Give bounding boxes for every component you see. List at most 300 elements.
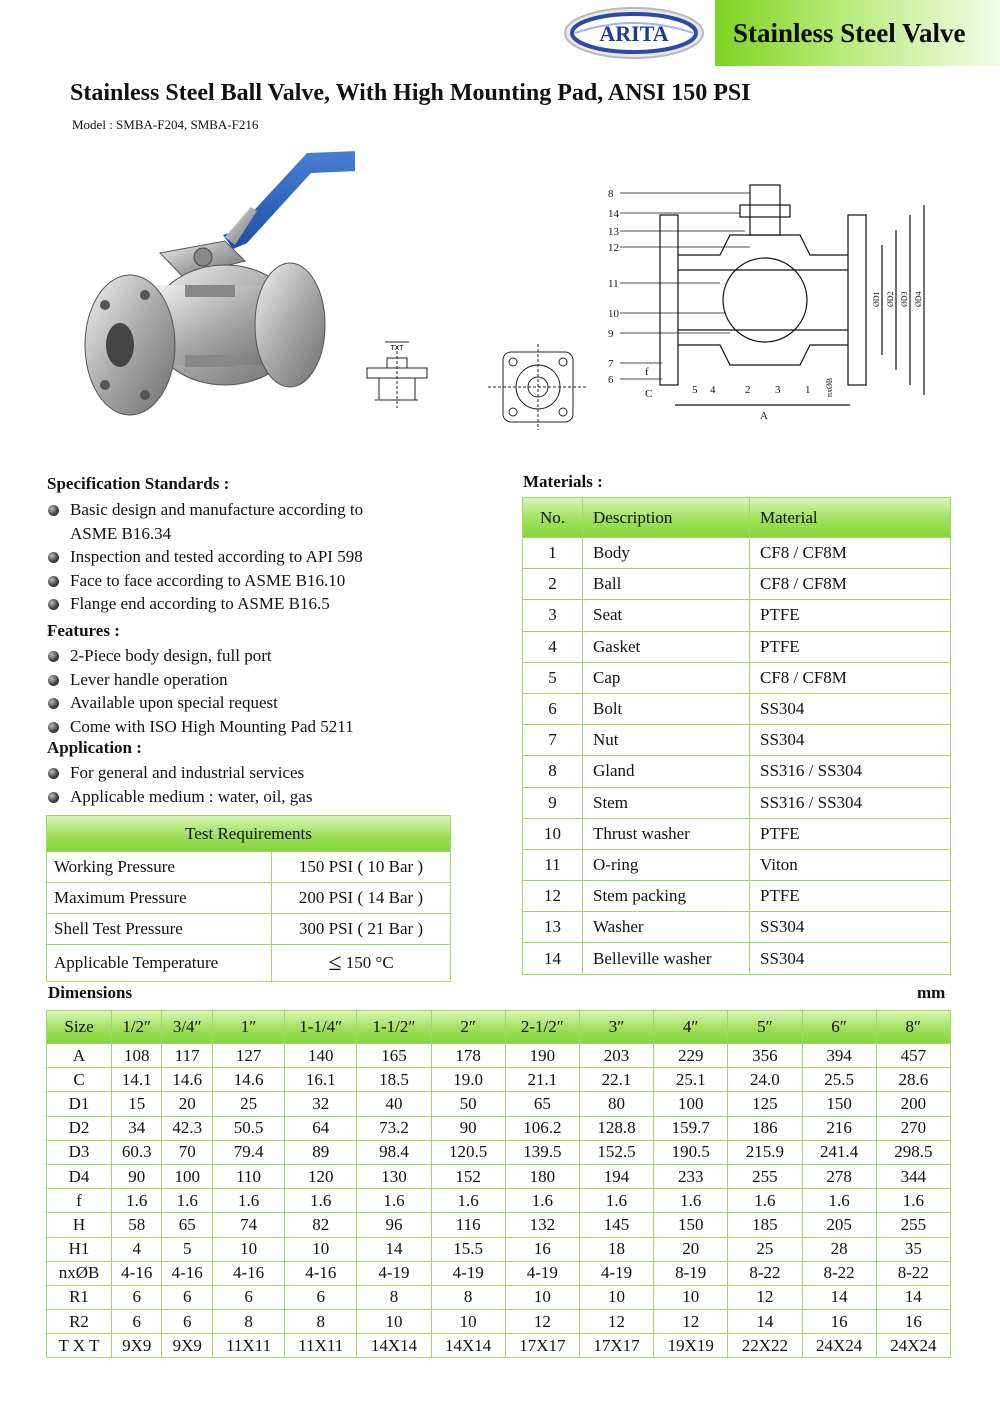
features-heading: Features : xyxy=(47,621,120,640)
table-cell: 4 xyxy=(523,631,583,662)
table-cell: 16.1 xyxy=(285,1068,357,1092)
table-row xyxy=(523,787,951,818)
table-cell: 22.1 xyxy=(579,1068,653,1092)
table-cell: 5 xyxy=(523,662,583,693)
list-item: Basic design and manufacture according to ASME B16.34 xyxy=(48,498,363,545)
table-row xyxy=(47,1189,951,1213)
table-cell: 150 xyxy=(654,1213,728,1237)
table-cell: 80 xyxy=(579,1092,653,1116)
table-cell: Gasket xyxy=(583,631,750,662)
table-cell: 17X17 xyxy=(579,1334,653,1358)
table-cell: PTFE xyxy=(750,631,951,662)
table-cell: 1.6 xyxy=(431,1189,505,1213)
part-label: 6 xyxy=(608,374,614,386)
table-cell: 42.3 xyxy=(162,1116,212,1140)
table-cell: nxØB xyxy=(47,1261,112,1285)
list-item: Come with ISO High Mounting Pad 5211 xyxy=(48,715,354,739)
table-cell: 4-19 xyxy=(357,1261,431,1285)
table-cell: 1.6 xyxy=(654,1189,728,1213)
table-cell: 10 xyxy=(654,1285,728,1309)
header-banner xyxy=(715,0,1000,66)
table-cell: 255 xyxy=(876,1213,950,1237)
table-cell: 6 xyxy=(112,1310,162,1334)
table-cell: 127 xyxy=(212,1044,284,1068)
table-cell: 8 xyxy=(357,1285,431,1309)
table-row xyxy=(523,600,951,631)
table-cell: 10 xyxy=(357,1310,431,1334)
table-cell: 7 xyxy=(523,725,583,756)
part-label: 1 xyxy=(805,384,811,396)
table-cell: 20 xyxy=(654,1237,728,1261)
table-cell: 10 xyxy=(523,818,583,849)
table-cell: 4-19 xyxy=(505,1261,579,1285)
table-row: Applicable Temperature ≤ 150 °C xyxy=(47,945,451,982)
table-cell: 32 xyxy=(285,1092,357,1116)
col-header: 6″ xyxy=(802,1011,876,1044)
table-cell: 200 xyxy=(876,1092,950,1116)
table-cell: D2 xyxy=(47,1116,112,1140)
table-cell: 270 xyxy=(876,1116,950,1140)
table-cell: 14.6 xyxy=(162,1068,212,1092)
table-cell: 14 xyxy=(728,1310,802,1334)
table-cell: 10 xyxy=(285,1237,357,1261)
table-cell: 1.6 xyxy=(505,1189,579,1213)
col-header: 8″ xyxy=(876,1011,950,1044)
table-cell: 13 xyxy=(523,912,583,943)
features-list xyxy=(48,644,354,738)
table-cell: 2 xyxy=(523,569,583,600)
table-cell: 1.6 xyxy=(212,1189,284,1213)
table-cell: 186 xyxy=(728,1116,802,1140)
table-row: Shell Test Pressure 300 PSI ( 21 Bar ) xyxy=(47,914,451,945)
col-header: 1″ xyxy=(212,1011,284,1044)
dim-d2-label: ØD2 xyxy=(886,291,895,307)
table-cell: 10 xyxy=(505,1285,579,1309)
table-cell: 205 xyxy=(802,1213,876,1237)
table-cell: 24.0 xyxy=(728,1068,802,1092)
table-cell: 73.2 xyxy=(357,1116,431,1140)
table-cell: R2 xyxy=(47,1310,112,1334)
bullet-icon xyxy=(48,505,59,516)
table-cell: 9 xyxy=(523,787,583,818)
table-cell: 18.5 xyxy=(357,1068,431,1092)
table-cell: 25 xyxy=(728,1237,802,1261)
table-cell: SS304 xyxy=(750,912,951,943)
table-cell: O-ring xyxy=(583,849,750,880)
table-cell: H1 xyxy=(47,1237,112,1261)
table-cell: 216 xyxy=(802,1116,876,1140)
bullet-icon xyxy=(48,599,59,610)
col-header: 1/2″ xyxy=(112,1011,162,1044)
col-header: 1-1/4″ xyxy=(285,1011,357,1044)
table-row xyxy=(47,1068,951,1092)
table-cell: 18 xyxy=(579,1237,653,1261)
table-cell: Viton xyxy=(750,849,951,880)
table-row xyxy=(47,1140,951,1164)
table-cell: 16 xyxy=(802,1310,876,1334)
table-cell: 10 xyxy=(212,1237,284,1261)
table-cell: 11X11 xyxy=(285,1334,357,1358)
table-cell: 139.5 xyxy=(505,1140,579,1164)
table-cell: 22X22 xyxy=(728,1334,802,1358)
part-label: 8 xyxy=(608,188,614,200)
table-cell: 1.6 xyxy=(728,1189,802,1213)
table-cell: 12 xyxy=(654,1310,728,1334)
col-header: 1-1/2″ xyxy=(357,1011,431,1044)
bullet-icon xyxy=(48,675,59,686)
header-banner-text: Stainless Steel Valve xyxy=(733,17,966,48)
table-cell: Cap xyxy=(583,662,750,693)
table-cell: 19.0 xyxy=(431,1068,505,1092)
table-cell: 14 xyxy=(876,1285,950,1309)
bullet-icon xyxy=(48,768,59,779)
unit-label: mm xyxy=(917,983,946,1002)
table-cell: 145 xyxy=(579,1213,653,1237)
table-cell: 90 xyxy=(431,1116,505,1140)
bullet-icon xyxy=(48,552,59,563)
logo-text: ARITA xyxy=(599,21,669,46)
table-cell: Stem packing xyxy=(583,881,750,912)
table-cell: 4-19 xyxy=(579,1261,653,1285)
table-cell: 34 xyxy=(112,1116,162,1140)
table-cell: 8 xyxy=(212,1310,284,1334)
table-cell: 1.6 xyxy=(285,1189,357,1213)
table-cell: Bolt xyxy=(583,693,750,724)
col-header: 2″ xyxy=(431,1011,505,1044)
table-cell: 4-16 xyxy=(212,1261,284,1285)
table-cell: 24X24 xyxy=(876,1334,950,1358)
table-row xyxy=(47,1261,951,1285)
part-label: 3 xyxy=(775,384,781,396)
table-cell: 4-16 xyxy=(112,1261,162,1285)
table-cell: 185 xyxy=(728,1213,802,1237)
table-cell: 25.1 xyxy=(654,1068,728,1092)
table-cell: Body xyxy=(583,538,750,569)
table-cell: 58 xyxy=(112,1213,162,1237)
application-heading: Application : xyxy=(47,738,142,757)
bullet-icon xyxy=(48,722,59,733)
table-cell: D1 xyxy=(47,1092,112,1116)
table-cell: Nut xyxy=(583,725,750,756)
table-cell: 89 xyxy=(285,1140,357,1164)
bullet-icon xyxy=(48,651,59,662)
table-cell: 120.5 xyxy=(431,1140,505,1164)
table-cell: 356 xyxy=(728,1044,802,1068)
table-cell: SS304 xyxy=(750,693,951,724)
table-cell: 100 xyxy=(654,1092,728,1116)
table-row xyxy=(523,725,951,756)
table-row xyxy=(523,631,951,662)
col-header: 2-1/2″ xyxy=(505,1011,579,1044)
part-label: 14 xyxy=(608,208,619,220)
part-label: 7 xyxy=(608,358,614,370)
table-cell: 12 xyxy=(728,1285,802,1309)
table-cell: PTFE xyxy=(750,881,951,912)
list-item: Lever handle operation xyxy=(48,668,354,692)
test-requirements-table xyxy=(46,815,451,982)
list-item: Available upon special request xyxy=(48,691,354,715)
table-cell: 74 xyxy=(212,1213,284,1237)
table-cell: Belleville washer xyxy=(583,943,750,974)
table-cell: 14.1 xyxy=(112,1068,162,1092)
table-cell: 165 xyxy=(357,1044,431,1068)
table-cell: 11X11 xyxy=(212,1334,284,1358)
table-cell: 1.6 xyxy=(802,1189,876,1213)
table-cell: 233 xyxy=(654,1164,728,1188)
table-cell: Thrust washer xyxy=(583,818,750,849)
table-row xyxy=(523,881,951,912)
table-cell: SS316 / SS304 xyxy=(750,787,951,818)
table-cell: 25.5 xyxy=(802,1068,876,1092)
table-cell: 8-19 xyxy=(654,1261,728,1285)
table-cell: PTFE xyxy=(750,600,951,631)
table-cell: Seat xyxy=(583,600,750,631)
arita-logo xyxy=(563,5,705,60)
dim-d4-label: ØD4 xyxy=(914,291,923,307)
col-header: 5″ xyxy=(728,1011,802,1044)
part-label: 5 xyxy=(692,384,698,396)
table-cell: 4-16 xyxy=(285,1261,357,1285)
table-cell: 64 xyxy=(285,1116,357,1140)
table-cell: 128.8 xyxy=(579,1116,653,1140)
table-cell: 241.4 xyxy=(802,1140,876,1164)
application-list xyxy=(48,761,312,808)
table-row xyxy=(47,1310,951,1334)
table-cell: 25 xyxy=(212,1092,284,1116)
part-label: 2 xyxy=(745,384,751,396)
col-header: 4″ xyxy=(654,1011,728,1044)
table-row xyxy=(523,693,951,724)
dimensions-heading: Dimensions xyxy=(48,983,133,1002)
table-row xyxy=(47,1213,951,1237)
table-cell: 110 xyxy=(212,1164,284,1188)
table-cell: 150 xyxy=(802,1092,876,1116)
dim-a-label: A xyxy=(760,410,768,422)
table-row xyxy=(47,1116,951,1140)
table-cell: 1.6 xyxy=(357,1189,431,1213)
table-row xyxy=(523,538,951,569)
table-cell: Gland xyxy=(583,756,750,787)
table-cell: 203 xyxy=(579,1044,653,1068)
list-item: Applicable medium : water, oil, gas xyxy=(48,785,312,809)
part-label: 9 xyxy=(608,328,614,340)
table-cell: 9X9 xyxy=(162,1334,212,1358)
table-cell: A xyxy=(47,1044,112,1068)
table-cell: D3 xyxy=(47,1140,112,1164)
table-cell: 4-16 xyxy=(162,1261,212,1285)
table-cell: SS316 / SS304 xyxy=(750,756,951,787)
dimensions-table xyxy=(46,1010,951,1358)
table-cell: 178 xyxy=(431,1044,505,1068)
table-row xyxy=(523,849,951,880)
part-label: 10 xyxy=(608,308,619,320)
page-title: Stainless Steel Ball Valve, With High Mounting Pad, ANSI 150 PSI xyxy=(70,80,751,106)
table-cell: H xyxy=(47,1213,112,1237)
table-cell: 8 xyxy=(285,1310,357,1334)
table-cell: 14 xyxy=(523,943,583,974)
table-row xyxy=(523,818,951,849)
spec-heading: Specification Standards : xyxy=(47,474,230,493)
table-cell: 14 xyxy=(802,1285,876,1309)
table-cell: 17X17 xyxy=(505,1334,579,1358)
col-header: Description xyxy=(583,498,750,538)
table-cell: 12 xyxy=(505,1310,579,1334)
materials-heading: Materials : xyxy=(523,472,603,491)
table-cell: CF8 / CF8M xyxy=(750,569,951,600)
table-cell: 457 xyxy=(876,1044,950,1068)
table-row xyxy=(47,1164,951,1188)
table-cell: 40 xyxy=(357,1092,431,1116)
table-cell: 190.5 xyxy=(654,1140,728,1164)
iso-pad-top-drawing xyxy=(478,342,598,432)
table-cell: 6 xyxy=(523,693,583,724)
table-cell: 8 xyxy=(431,1285,505,1309)
list-item: For general and industrial services xyxy=(48,761,312,785)
table-cell: R1 xyxy=(47,1285,112,1309)
materials-table xyxy=(522,497,951,975)
table-cell: 1.6 xyxy=(112,1189,162,1213)
table-row xyxy=(523,569,951,600)
bullet-icon xyxy=(48,576,59,587)
col-header: Size xyxy=(47,1011,112,1044)
table-cell: D4 xyxy=(47,1164,112,1188)
spec-list xyxy=(48,498,363,616)
table-cell: 132 xyxy=(505,1213,579,1237)
table-cell: 28.6 xyxy=(876,1068,950,1092)
txt-label: TXT xyxy=(390,345,404,352)
table-cell: 79.4 xyxy=(212,1140,284,1164)
table-cell: 8-22 xyxy=(802,1261,876,1285)
table-row xyxy=(523,943,951,974)
list-item: Inspection and tested according to API 598 xyxy=(48,545,363,569)
table-cell: 344 xyxy=(876,1164,950,1188)
table-cell: 6 xyxy=(162,1310,212,1334)
table-cell: 10 xyxy=(579,1285,653,1309)
table-cell: Washer xyxy=(583,912,750,943)
table-cell: 125 xyxy=(728,1092,802,1116)
table-cell: 12 xyxy=(579,1310,653,1334)
table-cell: 6 xyxy=(112,1285,162,1309)
table-cell: PTFE xyxy=(750,818,951,849)
table-cell: 159.7 xyxy=(654,1116,728,1140)
table-cell: 24X24 xyxy=(802,1334,876,1358)
table-cell: 130 xyxy=(357,1164,431,1188)
table-cell: CF8 / CF8M xyxy=(750,662,951,693)
part-label: 12 xyxy=(608,242,619,254)
table-cell: 4-19 xyxy=(431,1261,505,1285)
col-header: 3/4″ xyxy=(162,1011,212,1044)
table-cell: C xyxy=(47,1068,112,1092)
table-cell: 70 xyxy=(162,1140,212,1164)
table-cell: 35 xyxy=(876,1237,950,1261)
table-cell: 108 xyxy=(112,1044,162,1068)
col-header: 3″ xyxy=(579,1011,653,1044)
table-cell: 3 xyxy=(523,600,583,631)
table-cell: 394 xyxy=(802,1044,876,1068)
col-header: Material xyxy=(750,498,951,538)
table-cell: SS304 xyxy=(750,943,951,974)
table-cell: 15.5 xyxy=(431,1237,505,1261)
table-cell: 16 xyxy=(876,1310,950,1334)
table-row: Maximum Pressure 200 PSI ( 14 Bar ) xyxy=(47,883,451,914)
table-cell: 28 xyxy=(802,1237,876,1261)
table-cell: 15 xyxy=(112,1092,162,1116)
table-cell: T X T xyxy=(47,1334,112,1358)
table-cell: 117 xyxy=(162,1044,212,1068)
table-cell: 50.5 xyxy=(212,1116,284,1140)
valve-section-drawing xyxy=(600,175,940,425)
table-cell: 106.2 xyxy=(505,1116,579,1140)
table-cell: 14X14 xyxy=(431,1334,505,1358)
list-item: 2-Piece body design, full port xyxy=(48,644,354,668)
table-cell: 152.5 xyxy=(579,1140,653,1164)
dim-d3-label: ØD3 xyxy=(900,291,909,307)
table-cell: 229 xyxy=(654,1044,728,1068)
dim-f-label: f xyxy=(645,366,649,378)
table-cell: SS304 xyxy=(750,725,951,756)
table-row xyxy=(523,662,951,693)
list-item: Flange end according to ASME B16.5 xyxy=(48,592,363,616)
table-cell: 8-22 xyxy=(876,1261,950,1285)
table-cell: 140 xyxy=(285,1044,357,1068)
table-cell: 100 xyxy=(162,1164,212,1188)
list-item: Face to face according to ASME B16.10 xyxy=(48,569,363,593)
table-cell: 116 xyxy=(431,1213,505,1237)
table-cell: 255 xyxy=(728,1164,802,1188)
table-cell: 190 xyxy=(505,1044,579,1068)
table-cell: 65 xyxy=(505,1092,579,1116)
table-cell: 19X19 xyxy=(654,1334,728,1358)
mounting-pad-drawing xyxy=(357,338,437,418)
table-row xyxy=(47,1334,951,1358)
col-header: No. xyxy=(523,498,583,538)
table-cell: 298.5 xyxy=(876,1140,950,1164)
table-row xyxy=(523,756,951,787)
table-cell: 6 xyxy=(285,1285,357,1309)
table-cell: 96 xyxy=(357,1213,431,1237)
dim-c-label: C xyxy=(645,388,653,400)
table-cell: 21.1 xyxy=(505,1068,579,1092)
table-cell: 11 xyxy=(523,849,583,880)
table-cell: 120 xyxy=(285,1164,357,1188)
dim-nxb-label: nxØB xyxy=(825,377,834,397)
table-cell: 180 xyxy=(505,1164,579,1188)
part-label: 11 xyxy=(608,278,619,290)
table-cell: 14.6 xyxy=(212,1068,284,1092)
table-cell: 215.9 xyxy=(728,1140,802,1164)
table-row xyxy=(523,912,951,943)
table-cell: 12 xyxy=(523,881,583,912)
table-cell: 1.6 xyxy=(876,1189,950,1213)
table-cell: 14X14 xyxy=(357,1334,431,1358)
table-cell: 90 xyxy=(112,1164,162,1188)
table-cell: 6 xyxy=(212,1285,284,1309)
less-equal-symbol: ≤ xyxy=(328,949,342,976)
part-label: 4 xyxy=(710,384,716,396)
table-cell: CF8 / CF8M xyxy=(750,538,951,569)
bullet-icon xyxy=(48,792,59,803)
table-cell: 16 xyxy=(505,1237,579,1261)
bullet-icon xyxy=(48,698,59,709)
table-cell: 6 xyxy=(162,1285,212,1309)
table-cell: 65 xyxy=(162,1213,212,1237)
table-cell: 20 xyxy=(162,1092,212,1116)
table-row xyxy=(47,1237,951,1261)
table-cell: Ball xyxy=(583,569,750,600)
table-cell: 152 xyxy=(431,1164,505,1188)
table-cell: 1.6 xyxy=(162,1189,212,1213)
table-cell: 194 xyxy=(579,1164,653,1188)
